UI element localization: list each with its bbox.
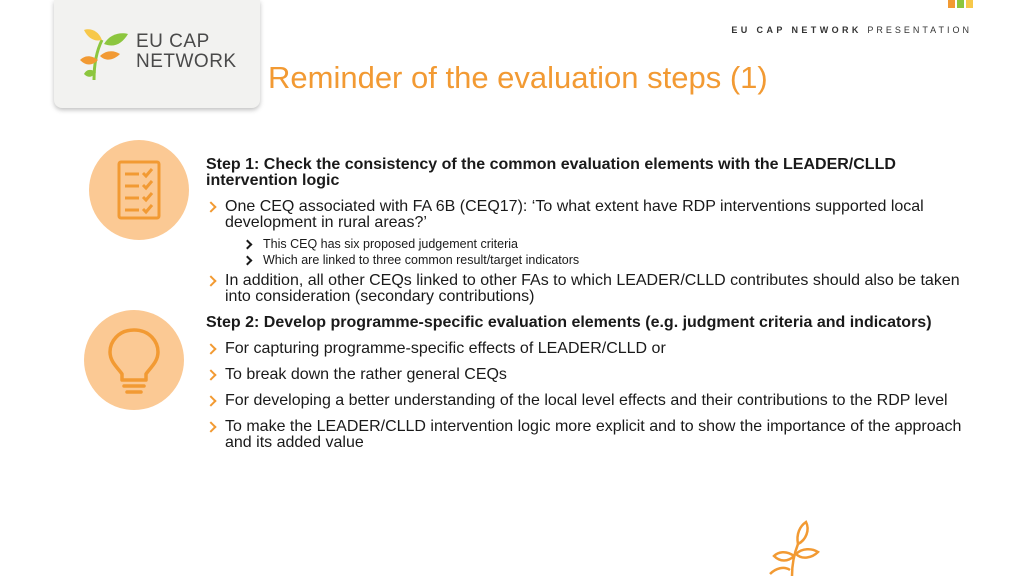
logo-card bbox=[54, 0, 260, 108]
header-tag-presentation: PRESENTATION bbox=[867, 25, 972, 35]
step2-bullet-1: For capturing programme-specific effects of LEADER/CLLD or bbox=[206, 341, 966, 357]
step2-bullet-2: To break down the rather general CEQs bbox=[206, 367, 966, 383]
brand-square-green bbox=[957, 0, 964, 8]
brand-square-orange bbox=[948, 0, 955, 8]
header-tag-network: EU CAP NETWORK bbox=[731, 25, 862, 35]
slide-title: Reminder of the evaluation steps (1) bbox=[268, 60, 768, 95]
step2-bullet-3: For developing a better understanding of the local level effects and their contributions to the RDP level bbox=[206, 393, 966, 409]
brand-squares bbox=[948, 0, 978, 10]
lightbulb-icon bbox=[84, 310, 184, 410]
step2-icon-circle bbox=[84, 310, 184, 410]
logo-text bbox=[136, 32, 237, 72]
header-tag bbox=[731, 25, 972, 35]
slide-content bbox=[206, 157, 966, 461]
step1-bullet-1: One CEQ associated with FA 6B (CEQ17): ‘To what extent have RDP interventions supported local development in rural areas?’ bbox=[206, 199, 966, 231]
step1-sub-bullet-2: Which are linked to three common result/target indicators bbox=[206, 254, 966, 267]
step1-bullet-2: In addition, all other CEQs linked to other FAs to which LEADER/CLLD contributes should also be taken into consideration (secondary contributions) bbox=[206, 273, 966, 305]
sprout-decoration-icon bbox=[764, 520, 824, 576]
step2-bullet-4: To make the LEADER/CLLD intervention logic more explicit and to show the importance of the approach and its added value bbox=[206, 419, 966, 451]
step1-heading: Step 1: Check the consistency of the common evaluation elements with the LEADER/CLLD intervention logic bbox=[206, 156, 896, 189]
step1-sub-bullet-1: This CEQ has six proposed judgement criteria bbox=[206, 238, 966, 251]
logo-line2: NETWORK bbox=[136, 51, 237, 72]
brand-square-yellow bbox=[966, 0, 973, 8]
sprout-logo-icon bbox=[80, 22, 132, 82]
step2-heading: Step 2: Develop programme-specific evaluation elements (e.g. judgment criteria and indicators) bbox=[206, 314, 932, 331]
checklist-icon bbox=[89, 140, 189, 240]
step1-icon-circle bbox=[89, 140, 189, 240]
logo-line1: EU CAP bbox=[136, 31, 210, 52]
